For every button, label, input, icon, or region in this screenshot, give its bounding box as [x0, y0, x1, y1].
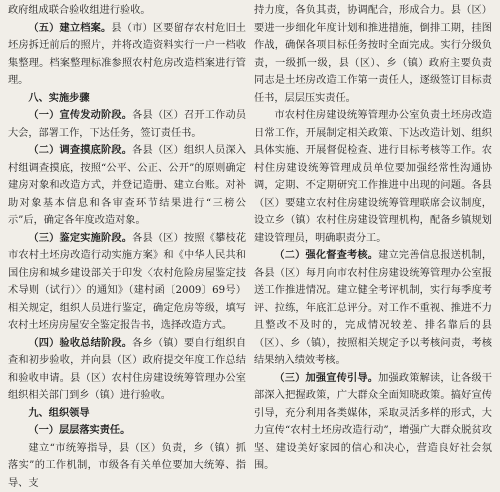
subsection-title: （四）验收总结阶段。 — [28, 338, 132, 349]
right-column — [254, 2, 492, 469]
subsection-text: 各乡（镇）要自行组织自查和初步验收，并向县（区）政府提交年度工作总结和验收申请。县（区）农村住房建设统筹管理办公室组织相关部门到乡（镇）进行验收。 — [8, 338, 246, 402]
subsection-title: （三）鉴定实施阶段。 — [28, 233, 132, 244]
subsection-paragraph — [8, 20, 246, 90]
subsection-paragraph — [8, 422, 246, 440]
subsection-paragraph — [8, 107, 246, 142]
continued-paragraph: 持力度，各负其责，协调配合，形成合力。县（区）要进一步细化年度计划和推进措施，倒排工期，挂图作战，确保各项目标任务按时全面完成。实行分级负责，一级抓一级，县（区）、乡（镇）政府主要负责同志是土坯房改造工作第一责任人，逐级签订目标责任书，层层压实责任。 — [254, 2, 492, 107]
subsection-paragraph — [8, 142, 246, 230]
subsection-title: （二）强化督查考核。 — [274, 250, 378, 261]
subsection-paragraph — [8, 335, 246, 405]
subsection-text: 各县（区）按照《攀枝花市农村土坯房改造行动实施方案》和《中华人民共和国住房和城乡建设部关于印发〈农村危险房屋鉴定技术导则（试行）〉的通知》（建村函〔2009〕69号）相关规定，组织人员进行鉴定，确定危房等级，填写农村土坯房房屋安全鉴定报告书，选择改造方式。 — [8, 233, 246, 332]
continued-paragraph: 政府组成联合验收组进行验收。 — [8, 2, 246, 20]
body-paragraph: 建立“市统筹指导，县（区）负责，乡（镇）抓落实”的工作机制，市级各有关单位要加大统筹、指导、支 — [8, 440, 246, 492]
left-column — [8, 2, 246, 469]
subsection-title: （一）层层落实责任。 — [28, 425, 130, 436]
subsection-text: 各县（区）召开工作动员大会，部署工作，下达任务，签订责任书。 — [8, 110, 246, 139]
body-paragraph: 市农村住房建设统筹管理办公室负责土坯房改造日常工作，开展制定相关政策、下达改造计划、组织具体实施、开展督促检查、进行目标考核等工作。农村住房建设统筹管理成员单位要加强经常性沟通协调，定期、不定期研究工作推进中出现的问题。各县（区）要建立农村住房建设统筹管理联席会议制度，设立乡（镇）农村住房建设管理机构，配备乡镇规划建设管理员，明确职责分工。 — [254, 107, 492, 247]
subsection-text: 各县（区）组织人员深入村组调查摸底，按照“公平、公正、公开”的原则确定建房对象和改造方式，并登记造册、建立台账。对补助对象基本信息和各审查环节结果进行“三榜公示”后，确定各年度改造对象。 — [8, 145, 246, 226]
subsection-text: 建立完善信息报送机制，各县（区）每月向市农村住房建设统筹管理办公室报送工作推进情况。建立健全考评机制，实行每季度考评、拉练，年底汇总评分。对工作不重视、推进不力且整改不及时的，完成情况较差、排名靠后的县（区）、乡（镇），按照相关规定予以考核问责，考核结果纳入绩效考核。 — [254, 250, 492, 366]
subsection-paragraph — [254, 370, 492, 475]
section-heading: 八、实施步骤 — [8, 90, 246, 108]
subsection-text: 加强政策解读，让各级干部深入把握政策，广大群众全面知晓政策。搞好宣传引导，充分利用各类媒体，采取灵活多样的形式，大力宣传“农村土坯房改造行动”，增强广大群众脱贫攻坚、建设美好家园的信心和决心，营造良好社会氛围。 — [254, 373, 492, 472]
subsection-title: （三）加强宣传引导。 — [274, 373, 378, 384]
subsection-paragraph — [254, 247, 492, 370]
subsection-title: （五）建立档案。 — [28, 23, 111, 34]
subsection-title: （一）宣传发动阶段。 — [28, 110, 132, 121]
subsection-paragraph — [8, 230, 246, 335]
section-heading: 九、组织领导 — [8, 405, 246, 423]
subsection-title: （二）调查摸底阶段。 — [28, 145, 132, 156]
subsection-text: 县（市）区要留存农村危旧土坯房拆迁前后的照片，并将改造资料实行一户一档收集整理。档案整理标准参照农村危房改造档案进行管理。 — [8, 23, 246, 87]
